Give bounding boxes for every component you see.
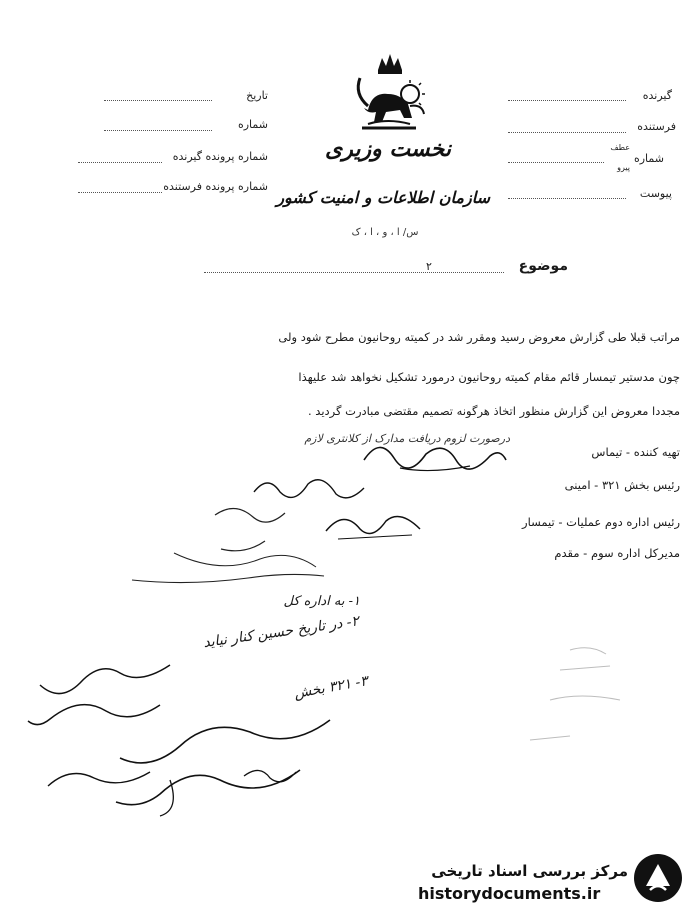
lion-and-sun-emblem [338,48,438,138]
recipient-line [508,100,626,101]
recipient-label: گیرنده [642,89,672,102]
body-line-1: مراتب قبلا طی گزارش معروض رسید ومقرر شد در کمیته روحانیون مطرح شود ولی [278,330,680,344]
subject-label: موضوع [518,258,568,274]
faint-marks [510,640,630,760]
attachment-label: پیوست [639,187,672,200]
header-code: س/ ا ، و ، ا ، ک [351,227,419,238]
handwritten-note-1: ۱- به اداره کل [283,594,360,609]
recipient-file-line [78,162,162,163]
signature-scribble-1 [360,430,510,480]
handwriting-scribble-3 [40,760,160,800]
body-line-4-handwritten: درصورت لزوم دریافت مدارک از کلانتری لازم [304,432,510,445]
handwritten-note-3: ۳- ۳۲۱ بخش [292,673,370,702]
attachment-line [508,198,626,199]
header-title: نخست وزیری [325,136,451,162]
signature-scribble-3 [320,505,430,545]
sender-file-label: شماره پرونده فرستنده [163,180,268,193]
header-organization: سازمان اطلاعات و امنیت کشور [276,188,490,207]
watermark-name: مرکز بررسی اسناد تاریخی [431,862,628,880]
prepared-by: تهیه کننده - تیماس [591,445,680,459]
subject-line [204,272,504,273]
watermark-logo-icon [632,852,684,904]
section-head: رئیس بخش ۳۲۱ - امینی [564,478,680,492]
number-line-right [508,162,604,163]
signature-scribble-6 [128,560,328,590]
watermark-url: historydocuments.ir [418,884,601,903]
number-line-left [104,130,212,131]
dept-head: رئیس اداره دوم عملیات - تیمسار [522,515,680,529]
body-line-3: مجددا معروض این گزارش منظور اتخاذ هرگونه تصمیم مقتضی مبادرت گردید . [307,404,680,418]
handwriting-scribble-4 [240,760,300,790]
number-label-right: شماره [633,152,664,165]
date-label: تاریخ [246,89,268,102]
recipient-file-label: شماره پرونده گیرنده [172,150,268,163]
number-sub-bottom: پیرو [617,163,630,172]
sender-label: فرستنده [637,120,676,133]
subject-value: ۲ [426,260,432,273]
director: مدیرکل اداره سوم - مقدم [554,546,680,560]
sender-line [508,132,626,133]
sender-file-line [78,192,162,193]
date-line [104,100,212,101]
body-line-2: چون مدستیر تیمسار قائم مقام کمیته روحانیون درمورد تشکیل نخواهد شد علیهذا [298,370,680,384]
number-label-left: شماره [237,118,268,131]
handwritten-note-2: ۲- در تاریخ حسین کنار نیاید [202,613,360,652]
number-sub-top: عطف [610,143,630,152]
